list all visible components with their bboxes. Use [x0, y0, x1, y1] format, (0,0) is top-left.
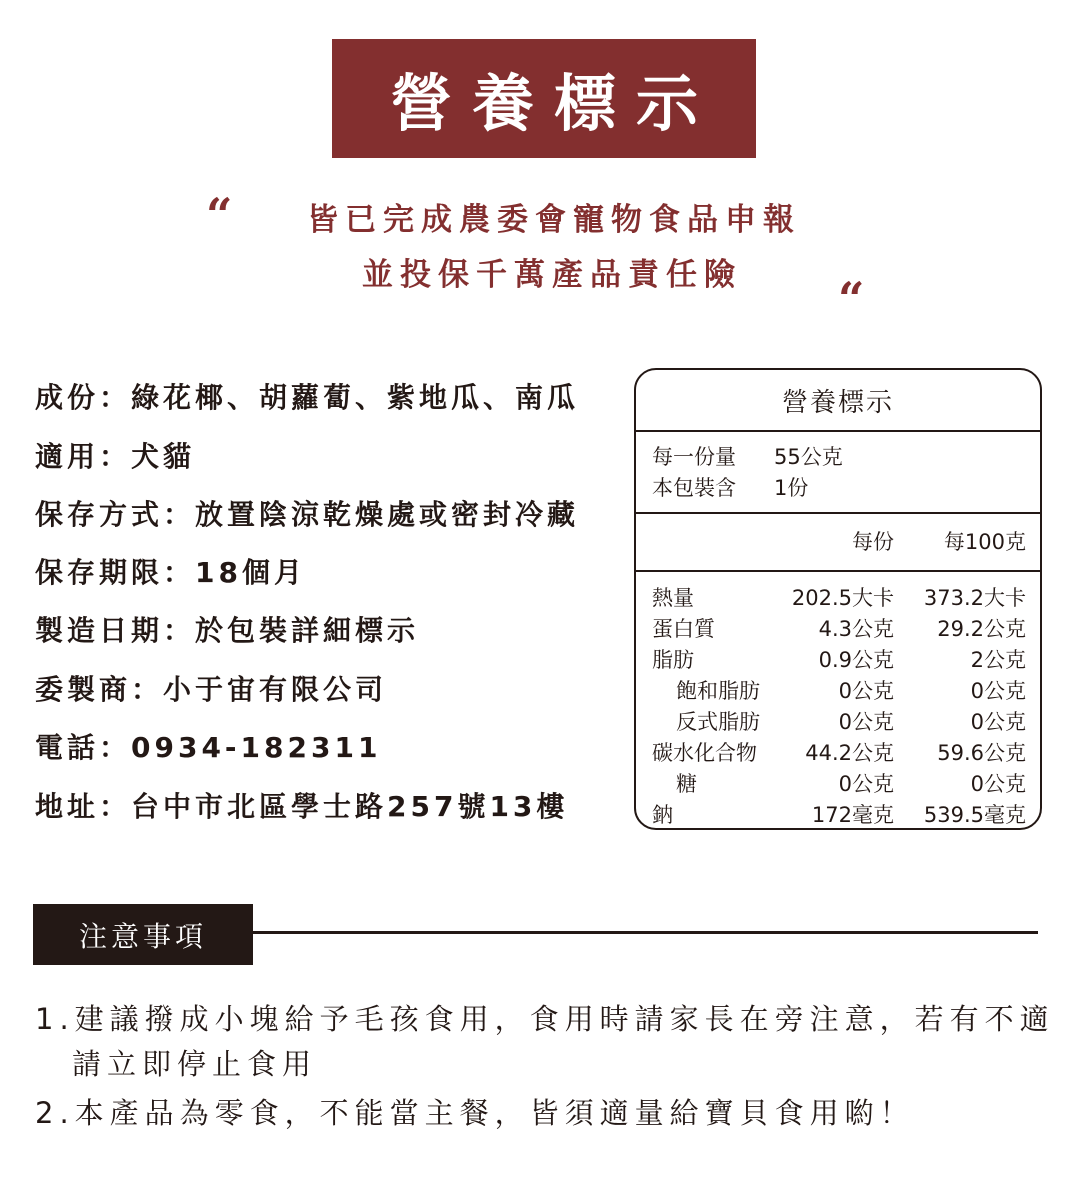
info-phone: 電話：0934-182311	[35, 731, 382, 764]
info-manufacture-date: 製造日期：於包裝詳細標示	[35, 614, 420, 647]
nutrient-per-serving: 44.2公克	[805, 741, 894, 765]
page-title: 營養標示	[332, 39, 756, 158]
nutrient-rows	[636, 572, 1040, 826]
nutrient-per-serving: 4.3公克	[818, 617, 894, 641]
nutrient-per-serving: 0公克	[838, 710, 894, 734]
nutrient-row	[636, 671, 1040, 702]
nutrient-label: 糖	[676, 772, 697, 796]
nutrient-per-serving: 172毫克	[811, 803, 894, 827]
nutrient-label: 飽和脂肪	[676, 679, 760, 703]
serving-size-label: 每一份量	[652, 444, 736, 469]
nutrient-row	[636, 702, 1040, 733]
nutrient-per-serving: 0公克	[838, 679, 894, 703]
nutrient-row	[636, 795, 1040, 826]
serving-size-value: 55公克	[774, 444, 843, 469]
nutrient-per-serving: 202.5大卡	[791, 586, 894, 610]
nutrient-per-100g: 59.6公克	[937, 741, 1026, 765]
info-storage: 保存方式：放置陰涼乾燥處或密封冷藏	[35, 498, 580, 531]
open-quote-mark: “	[206, 188, 233, 242]
claim-line-1: 皆已完成農委會寵物食品申報	[307, 202, 801, 238]
nutrient-label: 碳水化合物	[652, 741, 757, 765]
nutrition-facts-table	[634, 368, 1042, 830]
notice-item-1-continued: 請立即停止食用	[72, 1047, 318, 1081]
col-per-serving: 每份	[852, 530, 894, 554]
nutrient-row	[636, 640, 1040, 671]
notice-heading: 注意事項	[33, 904, 253, 965]
nutrient-per-100g: 373.2大卡	[923, 586, 1026, 610]
servings-value: 1份	[774, 475, 809, 500]
notice-item-2: 2.本產品為零食，不能當主餐，皆須適量給寶貝食用喲！	[35, 1096, 915, 1130]
nutrient-per-100g: 0公克	[970, 679, 1026, 703]
claim-line-2: 並投保千萬產品責任險	[362, 257, 742, 293]
nutrition-title: 營養標示	[636, 370, 1040, 432]
nutrient-per-serving: 0公克	[838, 772, 894, 796]
nutrient-row	[636, 733, 1040, 764]
nutrient-per-100g: 539.5毫克	[923, 803, 1026, 827]
nutrient-per-100g: 0公克	[970, 772, 1026, 796]
nutrient-label: 脂肪	[652, 648, 694, 672]
nutrient-row	[636, 609, 1040, 640]
notice-item-1: 1.建議撥成小塊給予毛孩食用，食用時請家長在旁注意，若有不適	[35, 1002, 1055, 1036]
nutrient-label: 鈉	[652, 803, 673, 827]
nutrient-row	[636, 764, 1040, 795]
nutrient-row	[636, 578, 1040, 609]
nutrient-per-serving: 0.9公克	[818, 648, 894, 672]
nutrient-per-100g: 29.2公克	[937, 617, 1026, 641]
info-suitable-for: 適用：犬貓	[35, 440, 196, 473]
info-address: 地址：台中市北區學士路257號13樓	[35, 790, 569, 823]
nutrient-label: 反式脂肪	[676, 710, 760, 734]
info-shelf-life: 保存期限：18個月	[35, 556, 306, 589]
info-ingredients: 成份：綠花椰、胡蘿蔔、紫地瓜、南瓜	[35, 381, 580, 414]
nutrient-per-100g: 0公克	[970, 710, 1026, 734]
column-headers	[636, 514, 1040, 572]
col-per-100g: 每100克	[943, 530, 1026, 554]
serving-info	[636, 432, 1040, 514]
notice-divider	[253, 931, 1038, 934]
nutrient-label: 蛋白質	[652, 617, 715, 641]
info-manufacturer: 委製商：小于宙有限公司	[35, 673, 388, 706]
nutrient-label: 熱量	[652, 586, 694, 610]
close-quote-mark: “	[838, 272, 865, 326]
nutrient-per-100g: 2公克	[970, 648, 1026, 672]
servings-label: 本包裝含	[652, 475, 736, 500]
